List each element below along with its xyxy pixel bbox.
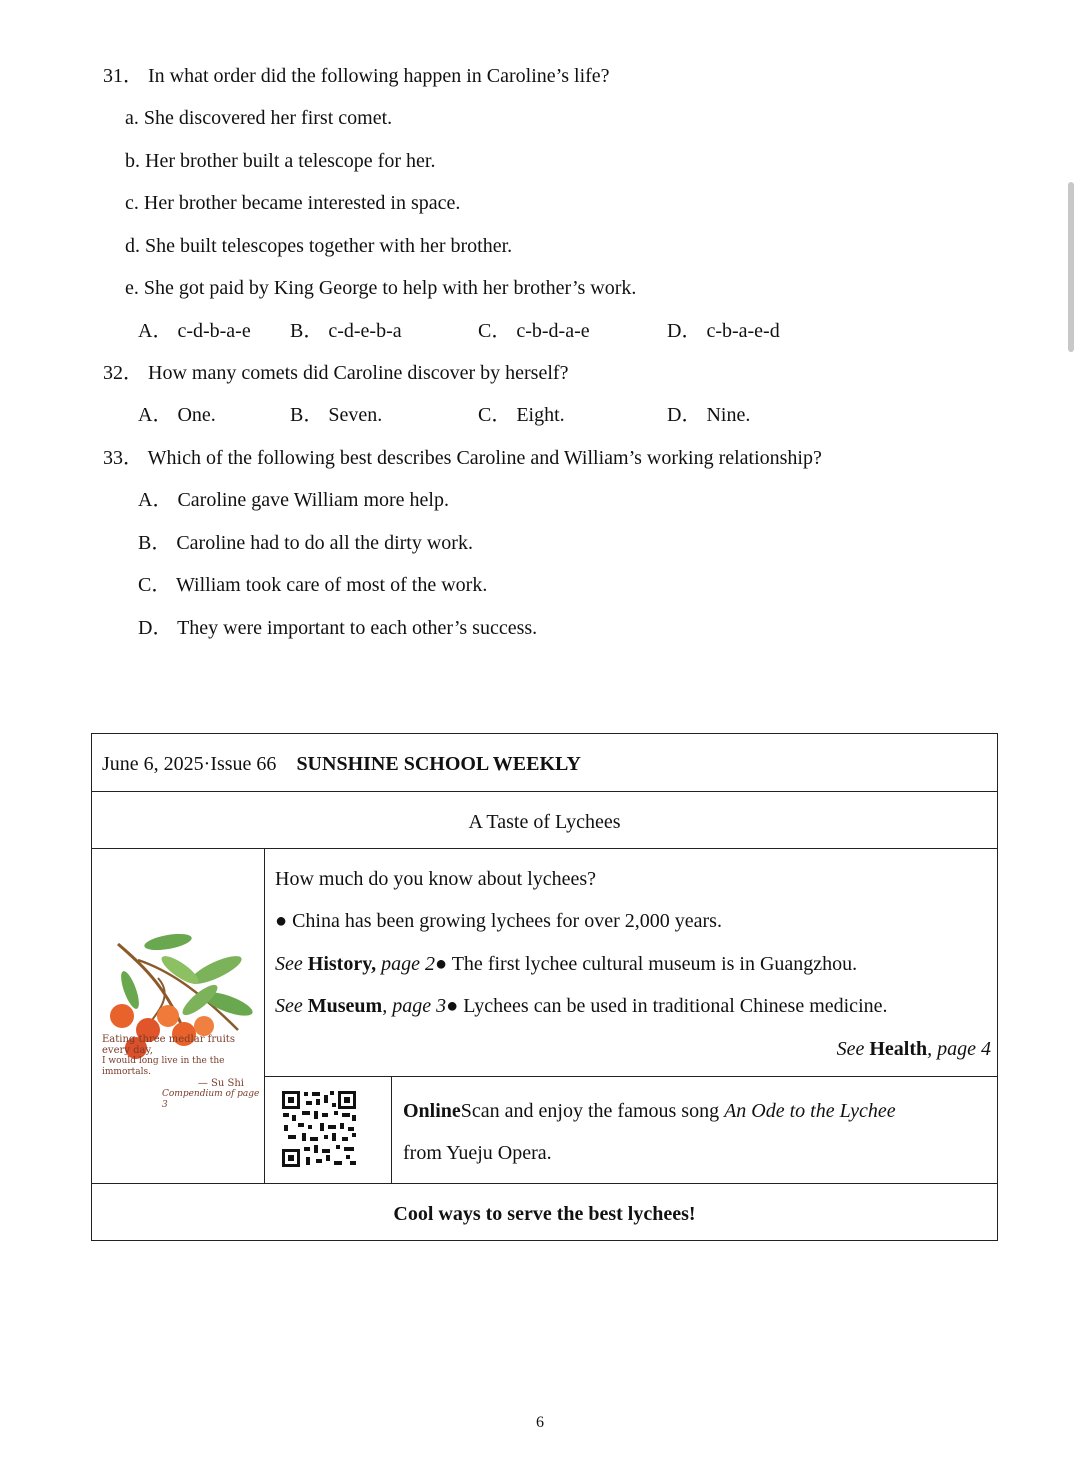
newsletter-box	[91, 733, 998, 1241]
q31-option-c[interactable]: C． c-b-d-a-e	[478, 320, 590, 342]
see-label: See	[275, 953, 308, 975]
online-line-2: from Yueju Opera.	[403, 1142, 552, 1164]
newsletter-name: SUNSHINE SCHOOL WEEKLY	[296, 753, 581, 775]
q33-option-b[interactable]: B． Caroline had to do all the dirty work.	[138, 532, 473, 554]
newsletter-title: A Taste of Lychees	[468, 811, 621, 833]
q31-event-c: c. Her brother became interested in space.	[125, 192, 461, 214]
page-ref: , page 4	[927, 1038, 991, 1060]
caption-line-1: Eating three medlar fruits every day,	[102, 1034, 235, 1056]
picture-caption	[102, 1034, 262, 1111]
fact-line-2	[275, 952, 857, 976]
newsletter-header	[102, 752, 581, 776]
divider	[92, 1183, 997, 1184]
q32-option-d[interactable]: D． Nine.	[667, 404, 751, 426]
online-text: Scan and enjoy the famous song	[460, 1100, 725, 1122]
question-32-stem: 32． How many comets did Caroline discover by herself?	[103, 362, 569, 384]
q31-event-e: e. She got paid by King George to help with her brother’s work.	[125, 277, 637, 299]
health-ref	[837, 1037, 991, 1061]
divider	[92, 791, 997, 792]
qr-code-icon	[280, 1089, 358, 1169]
fact-3: ● Lychees can be used in traditional Chinese medicine.	[446, 995, 888, 1017]
q31-event-b: b. Her brother built a telescope for her.	[125, 150, 436, 172]
q32-option-a[interactable]: A． One.	[138, 404, 216, 426]
lychee-illustration	[102, 930, 260, 1110]
divider	[391, 1076, 392, 1183]
qr-code[interactable]	[280, 1089, 358, 1169]
divider	[264, 849, 265, 1183]
intro-question: How much do you know about lychees?	[275, 868, 597, 890]
caption-line-2: I would long live in the the immortals.	[102, 1056, 225, 1077]
q33-option-a[interactable]: A． Caroline gave William more help.	[138, 489, 449, 511]
date-issue: June 6, 2025·Issue 66	[102, 753, 277, 775]
online-line-1	[403, 1099, 896, 1123]
see-label: See	[275, 995, 308, 1017]
history-link[interactable]: History,	[307, 953, 377, 975]
divider	[92, 848, 997, 849]
q32-option-c[interactable]: C． Eight.	[478, 404, 565, 426]
q31-event-a: a. She discovered her first comet.	[125, 107, 393, 129]
online-label: Online	[403, 1100, 461, 1122]
caption-ref: Compendium of page 3	[162, 1089, 260, 1110]
q32-option-b[interactable]: B． Seven.	[290, 404, 383, 426]
q31-option-a[interactable]: A． c-d-b-a-e	[138, 320, 251, 342]
song-title: An Ode to the Lychee	[724, 1100, 896, 1122]
q31-option-b[interactable]: B． c-d-e-b-a	[290, 320, 402, 342]
newsletter-footer: Cool ways to serve the best lychees!	[393, 1203, 696, 1225]
q31-option-d[interactable]: D． c-b-a-e-d	[667, 320, 780, 342]
question-31-stem: 31． In what order did the following happen in Caroline’s life?	[103, 65, 610, 87]
page-ref: , page 3	[382, 995, 447, 1017]
q33-option-c[interactable]: C． William took care of most of the work.	[138, 574, 488, 596]
health-link[interactable]: Health	[869, 1038, 928, 1060]
q31-options	[138, 319, 838, 343]
q32-options	[138, 403, 838, 427]
fact-1: ● China has been growing lychees for over 2,000 years.	[275, 910, 722, 932]
page-number: 6	[536, 1414, 544, 1431]
page-ref: page 2	[376, 953, 435, 975]
fact-2: ● The first lychee cultural museum is in Guangzhou.	[435, 953, 858, 975]
scrollbar[interactable]	[1068, 182, 1074, 352]
museum-link[interactable]: Museum	[307, 995, 383, 1017]
caption-author: — Su Shi	[197, 1078, 244, 1089]
fact-line-3	[275, 994, 888, 1018]
divider	[264, 1076, 997, 1077]
question-33-stem: 33． Which of the following best describes Caroline and William’s working relationship?	[103, 447, 822, 469]
see-label: See	[836, 1038, 870, 1060]
q31-event-d: d. She built telescopes together with her brother.	[125, 235, 513, 257]
q33-option-d[interactable]: D． They were important to each other’s success.	[138, 617, 538, 639]
